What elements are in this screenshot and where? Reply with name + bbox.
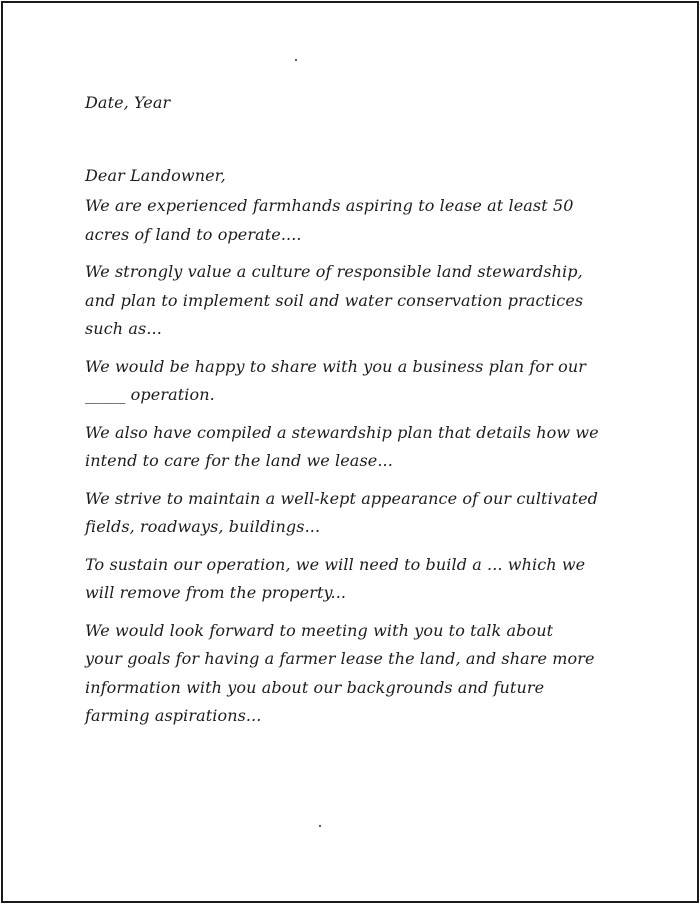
paragraph-line: such as... bbox=[85, 319, 162, 338]
paragraph-line: _____ operation. bbox=[85, 385, 215, 404]
paragraph-line: acres of land to operate.... bbox=[85, 224, 302, 244]
paragraph-lease-intent bbox=[85, 192, 645, 249]
scan-speck bbox=[295, 59, 297, 61]
paragraph-meeting-request bbox=[85, 617, 645, 731]
paragraph-line: will remove from the property... bbox=[85, 583, 347, 602]
paragraph-line: We would look forward to meeting with you to talk about bbox=[85, 620, 554, 640]
paragraph-appearance bbox=[85, 485, 645, 542]
letter-page bbox=[1, 1, 699, 903]
paragraph-line: fields, roadways, buildings... bbox=[85, 517, 321, 536]
paragraph-line: We also have compiled a stewardship plan that details how we bbox=[85, 422, 599, 442]
paragraph-line: and plan to implement soil and water conservation practices bbox=[85, 290, 584, 310]
paragraph-line: information with you about our backgrounds and future bbox=[85, 677, 545, 697]
scan-speck bbox=[319, 825, 321, 827]
paragraph-line: We are experienced farmhands aspiring to lease at least 50 bbox=[85, 196, 574, 215]
letter-body bbox=[85, 89, 645, 740]
paragraph-line: farming aspirations... bbox=[85, 706, 262, 725]
paragraph-stewardship-plan bbox=[85, 419, 645, 476]
paragraph-line: We strive to maintain a well-kept appearance of our cultivated bbox=[85, 488, 599, 508]
letter-salutation: Dear Landowner, bbox=[85, 165, 226, 185]
letter-date: Date, Year bbox=[85, 93, 171, 112]
paragraph-line: We would be happy to share with you a business plan for our bbox=[85, 356, 586, 376]
paragraph-line: We strongly value a culture of responsible land stewardship, bbox=[85, 262, 583, 281]
paragraph-line: To sustain our operation, we will need to build a ... which we bbox=[85, 554, 586, 574]
paragraph-line: your goals for having a farmer lease the land, and share more bbox=[85, 649, 595, 668]
paragraph-business-plan bbox=[85, 353, 645, 410]
paragraph-line: intend to care for the land we lease... bbox=[85, 451, 393, 470]
paragraph-build-structure bbox=[85, 551, 645, 608]
paragraph-stewardship-values bbox=[85, 258, 645, 344]
